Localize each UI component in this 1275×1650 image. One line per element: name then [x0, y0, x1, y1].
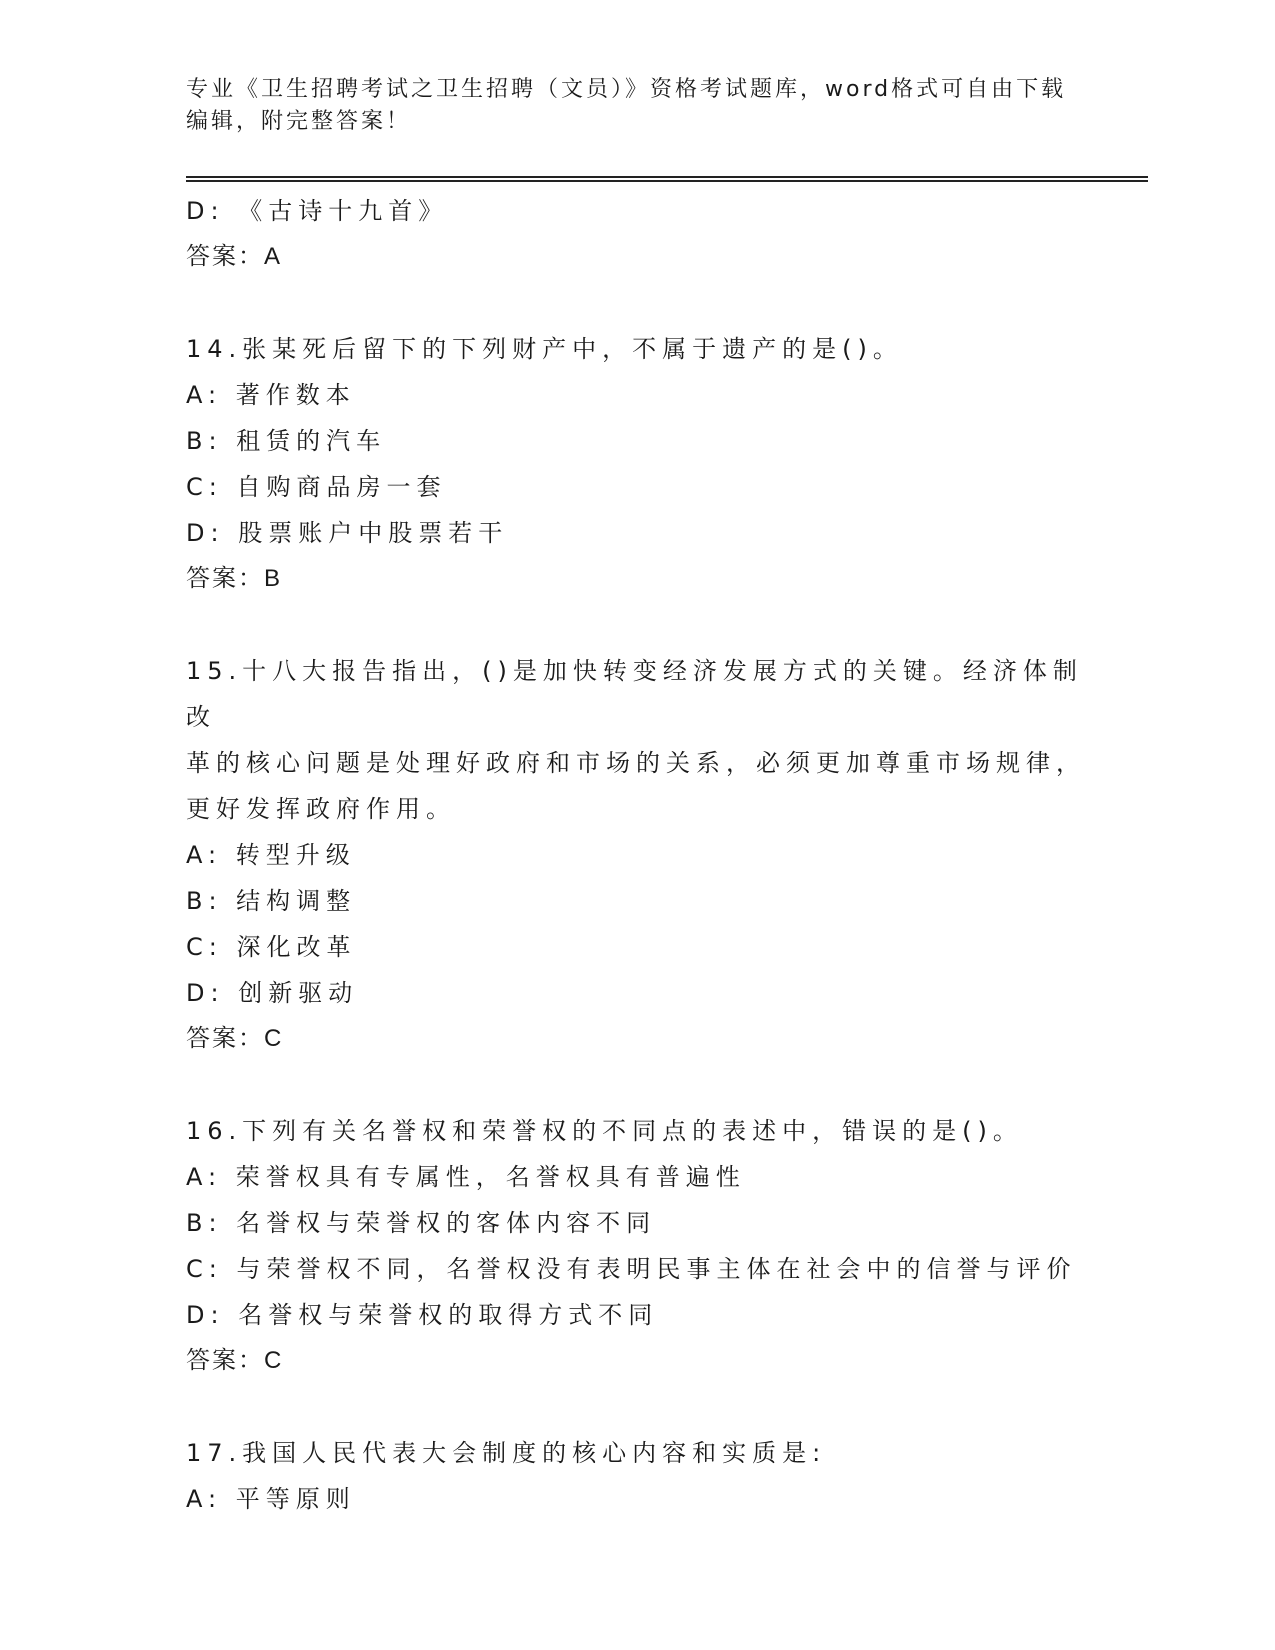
option-c: C: 与荣誉权不同，名誉权没有表明民事主体在社会中的信誉与评价 [186, 1255, 1077, 1283]
answer: 答案：A [186, 243, 283, 270]
option-d: D: 股票账户中股票若干 [186, 519, 509, 547]
option-b: B: 结构调整 [186, 887, 357, 915]
option-a: A: 转型升级 [186, 841, 356, 869]
page-header [186, 74, 1086, 138]
option-b: B: 名誉权与荣誉权的客体内容不同 [186, 1209, 657, 1237]
answer: 答案：B [186, 565, 283, 592]
option-d: D: 《古诗十九首》 [186, 197, 449, 225]
question-13-tail [186, 188, 1086, 280]
option-c: C: 自购商品房一套 [186, 473, 447, 501]
question-17 [186, 1430, 1086, 1522]
question-stem: 16.下列有关名誉权和荣誉权的不同点的表述中，错误的是()。 [186, 1117, 1023, 1145]
question-15 [186, 648, 1086, 1062]
question-14 [186, 326, 1086, 602]
question-stem: 14.张某死后留下的下列财产中，不属于遗产的是()。 [186, 335, 903, 363]
question-stem-line-3: 更好发挥政府作用。 [186, 795, 456, 823]
question-list [186, 188, 1086, 1522]
question-16 [186, 1108, 1086, 1384]
option-a: A: 著作数本 [186, 381, 356, 409]
option-b: B: 租赁的汽车 [186, 427, 387, 455]
option-d: D: 创新驱动 [186, 979, 359, 1007]
header-line-1: 专业《卫生招聘考试之卫生招聘（文员）》资格考试题库，word格式可自由下载 [186, 77, 1067, 102]
answer: 答案：C [186, 1347, 284, 1374]
question-stem-line-1: 15.十八大报告指出，()是加快转变经济发展方式的关键。经济体制改 [186, 657, 1083, 731]
question-stem: 17.我国人民代表大会制度的核心内容和实质是: [186, 1439, 827, 1467]
header-divider [186, 176, 1148, 182]
option-a: A: 平等原则 [186, 1485, 356, 1513]
option-a: A: 荣誉权具有专属性，名誉权具有普遍性 [186, 1163, 746, 1191]
header-line-2: 编辑，附完整答案！ [186, 109, 412, 134]
answer: 答案：C [186, 1025, 284, 1052]
option-c: C: 深化改革 [186, 933, 357, 961]
question-stem-line-2: 革的核心问题是处理好政府和市场的关系，必须更加尊重市场规律， [186, 749, 1086, 777]
option-d: D: 名誉权与荣誉权的取得方式不同 [186, 1301, 659, 1329]
